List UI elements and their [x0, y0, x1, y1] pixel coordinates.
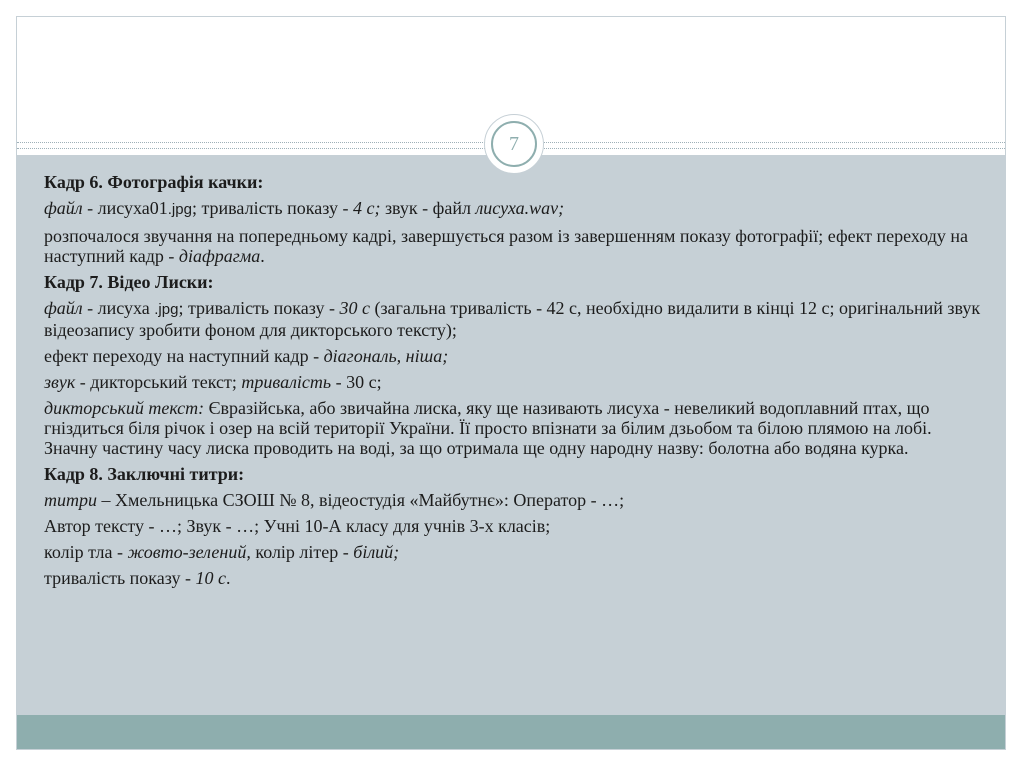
- frame8-credits-label: титри: [44, 490, 97, 510]
- frame6-file-label: файл: [44, 198, 83, 218]
- frame8-letter-color-value: білий;: [353, 542, 400, 562]
- frame8-heading: Кадр 8. Заключні титри:: [44, 464, 245, 484]
- frame6-description-end: .: [260, 246, 265, 266]
- frame6-sound-label: звук - файл: [380, 198, 476, 218]
- frame7-file-ext: .jpg: [154, 301, 179, 318]
- frame7-duration-label: ; тривалість показу -: [178, 298, 340, 318]
- frame8-duration-end: .: [226, 568, 231, 588]
- frame7-file-line: [44, 298, 984, 340]
- frame8-authors-line: Автор тексту - …; Звук - …; Учні 10-А класу для учнів 3-х класів;: [44, 516, 551, 536]
- frame8-credits-text: – Хмельницька СЗОШ № 8, відеостудія «Майбутнє»: Оператор - …;: [97, 490, 625, 510]
- frame7-file-value: - лисуха: [82, 298, 155, 318]
- frame7-file-label: файл: [44, 298, 83, 318]
- slide-body: [44, 172, 984, 594]
- frame8-duration-line: [44, 568, 984, 588]
- frame7-sound-duration-value: - 30 с;: [331, 372, 382, 392]
- frame7-sound-duration-label: тривалість: [241, 372, 332, 392]
- frame6-file-value: - лисуха01: [82, 198, 168, 218]
- frame6-duration-value: 4 с;: [352, 198, 381, 218]
- frame8-duration-value: 10 с: [195, 568, 226, 588]
- frame6-description: [44, 226, 984, 266]
- frame8-duration-label: тривалість показу -: [44, 568, 196, 588]
- frame7-narration: [44, 398, 984, 458]
- frame8-letter-color-label: колір літер -: [250, 542, 354, 562]
- frame8-credits-line: [44, 490, 984, 510]
- frame6-transition-value: діафрагма: [178, 246, 261, 266]
- frame7-sound-label: звук: [44, 372, 76, 392]
- frame7-heading: Кадр 7. Відео Лиски:: [44, 272, 214, 292]
- frame6-description-text: розпочалося звучання на попередньому кадрі, завершується разом із завершенням показу фотографії; ефект переходу на наступний кадр -: [44, 226, 968, 266]
- page-number: 7: [491, 121, 537, 167]
- frame7-sound-line: [44, 372, 984, 392]
- frame7-duration-value: 30 с: [339, 298, 370, 318]
- frame8-bg-color-label: колір тла -: [44, 542, 128, 562]
- frame6-file-ext: .jpg: [167, 201, 192, 218]
- frame7-transition-label: ефект переходу на наступний кадр -: [44, 346, 324, 366]
- frame8-colors-line: [44, 542, 984, 562]
- frame6-heading: Кадр 6. Фотографія качки:: [44, 172, 264, 192]
- frame6-duration-label: ; тривалість показу -: [191, 198, 353, 218]
- frame7-transition-line: [44, 346, 984, 366]
- frame7-narration-label: дикторський текст:: [44, 398, 205, 418]
- frame7-sound-value: - дикторський текст;: [75, 372, 242, 392]
- frame8-bg-color-value: жовто-зелений,: [127, 542, 251, 562]
- page-number-badge: [484, 114, 544, 174]
- frame7-narration-text: Євразійська, або звичайна лиска, яку ще називають лисуха - невеликий водоплавний птах, що гніздиться біля річок і озер на всій території України. Її просто впізнати за білим дзьобом та білою плямою на лобі. Значну частину часу лиска проводить на воді, за що отримала ще одну народну назву: болотна або водяна курка.: [44, 398, 932, 458]
- frame6-file-line: [44, 198, 984, 220]
- frame7-transition-value: діагональ, ніша;: [323, 346, 449, 366]
- frame7-duration-note: (загальна тривалість - 42 с, необхідно видалити в кінці 12 с; оригінальний звук відеозапису зробити фоном для дикторського тексту);: [44, 298, 981, 340]
- footer-band: [17, 715, 1005, 749]
- frame6-sound-value: лисуха.wav;: [475, 198, 565, 218]
